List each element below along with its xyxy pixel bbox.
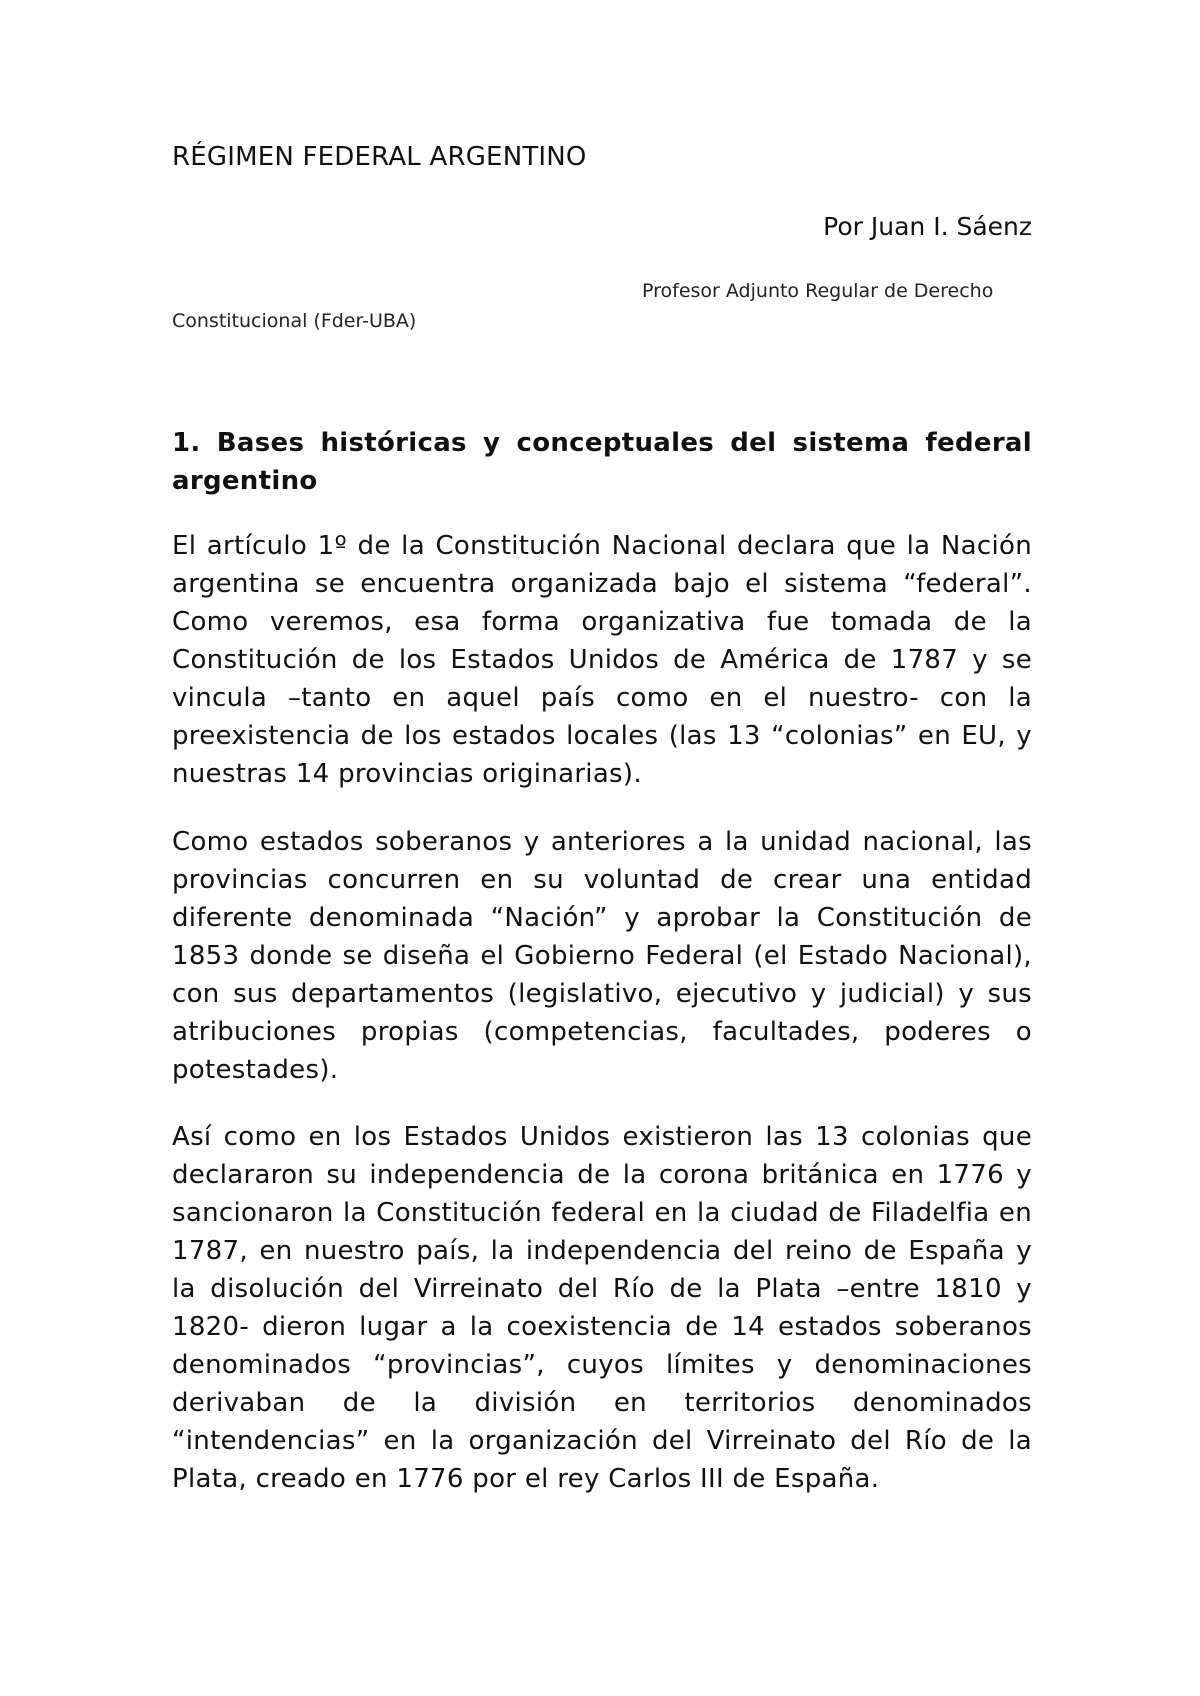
- author-affiliation: Profesor Adjunto Regular de Derecho Constitucional (Fder-UBA): [172, 280, 994, 333]
- paragraph-3: Así como en los Estados Unidos existieron las 13 colonias que declararon su independencia de la corona británica en 1776 y sancionaron la Constitución federal en la ciudad de Filadelfia en 1787, en nuestro país, la independencia del reino de España y la disolución del Virreinato del Río de la Plata –entre 1810 y 1820- dieron lugar a la coexistencia de 14 estados soberanos denominados “provincias”, cuyos límites y denominaciones derivaban de la división en territorios denominados “intendencias” en la organización del Virreinato del Río de la Plata, creado en 1776 por el rey Carlos III de España.: [172, 1122, 1032, 1494]
- document-title: RÉGIMEN FEDERAL ARGENTINO: [172, 142, 587, 172]
- author-line: Por Juan I. Sáenz: [823, 212, 1032, 241]
- section-heading: 1. Bases históricas y conceptuales del sistema federal argentino: [172, 428, 1032, 496]
- paragraph-1: El artículo 1º de la Constitución Nacional declara que la Nación argentina se encuentra organizada bajo el sistema “federal”. Como veremos, esa forma organizativa fue tomada de la Constitución de los Estados Unidos de América de 1787 y se vincula –tanto en aquel país como en el nuestro- con la preexistencia de los estados locales (las 13 “colonias” en EU, y nuestras 14 provincias originarias).: [172, 531, 1032, 789]
- paragraph-2: Como estados soberanos y anteriores a la unidad nacional, las provincias concurren en su voluntad de crear una entidad diferente denominada “Nación” y aprobar la Constitución de 1853 donde se diseña el Gobierno Federal (el Estado Nacional), con sus departamentos (legislativo, ejecutivo y judicial) y sus atribuciones propias (competencias, facultades, poderes o potestades).: [172, 827, 1032, 1085]
